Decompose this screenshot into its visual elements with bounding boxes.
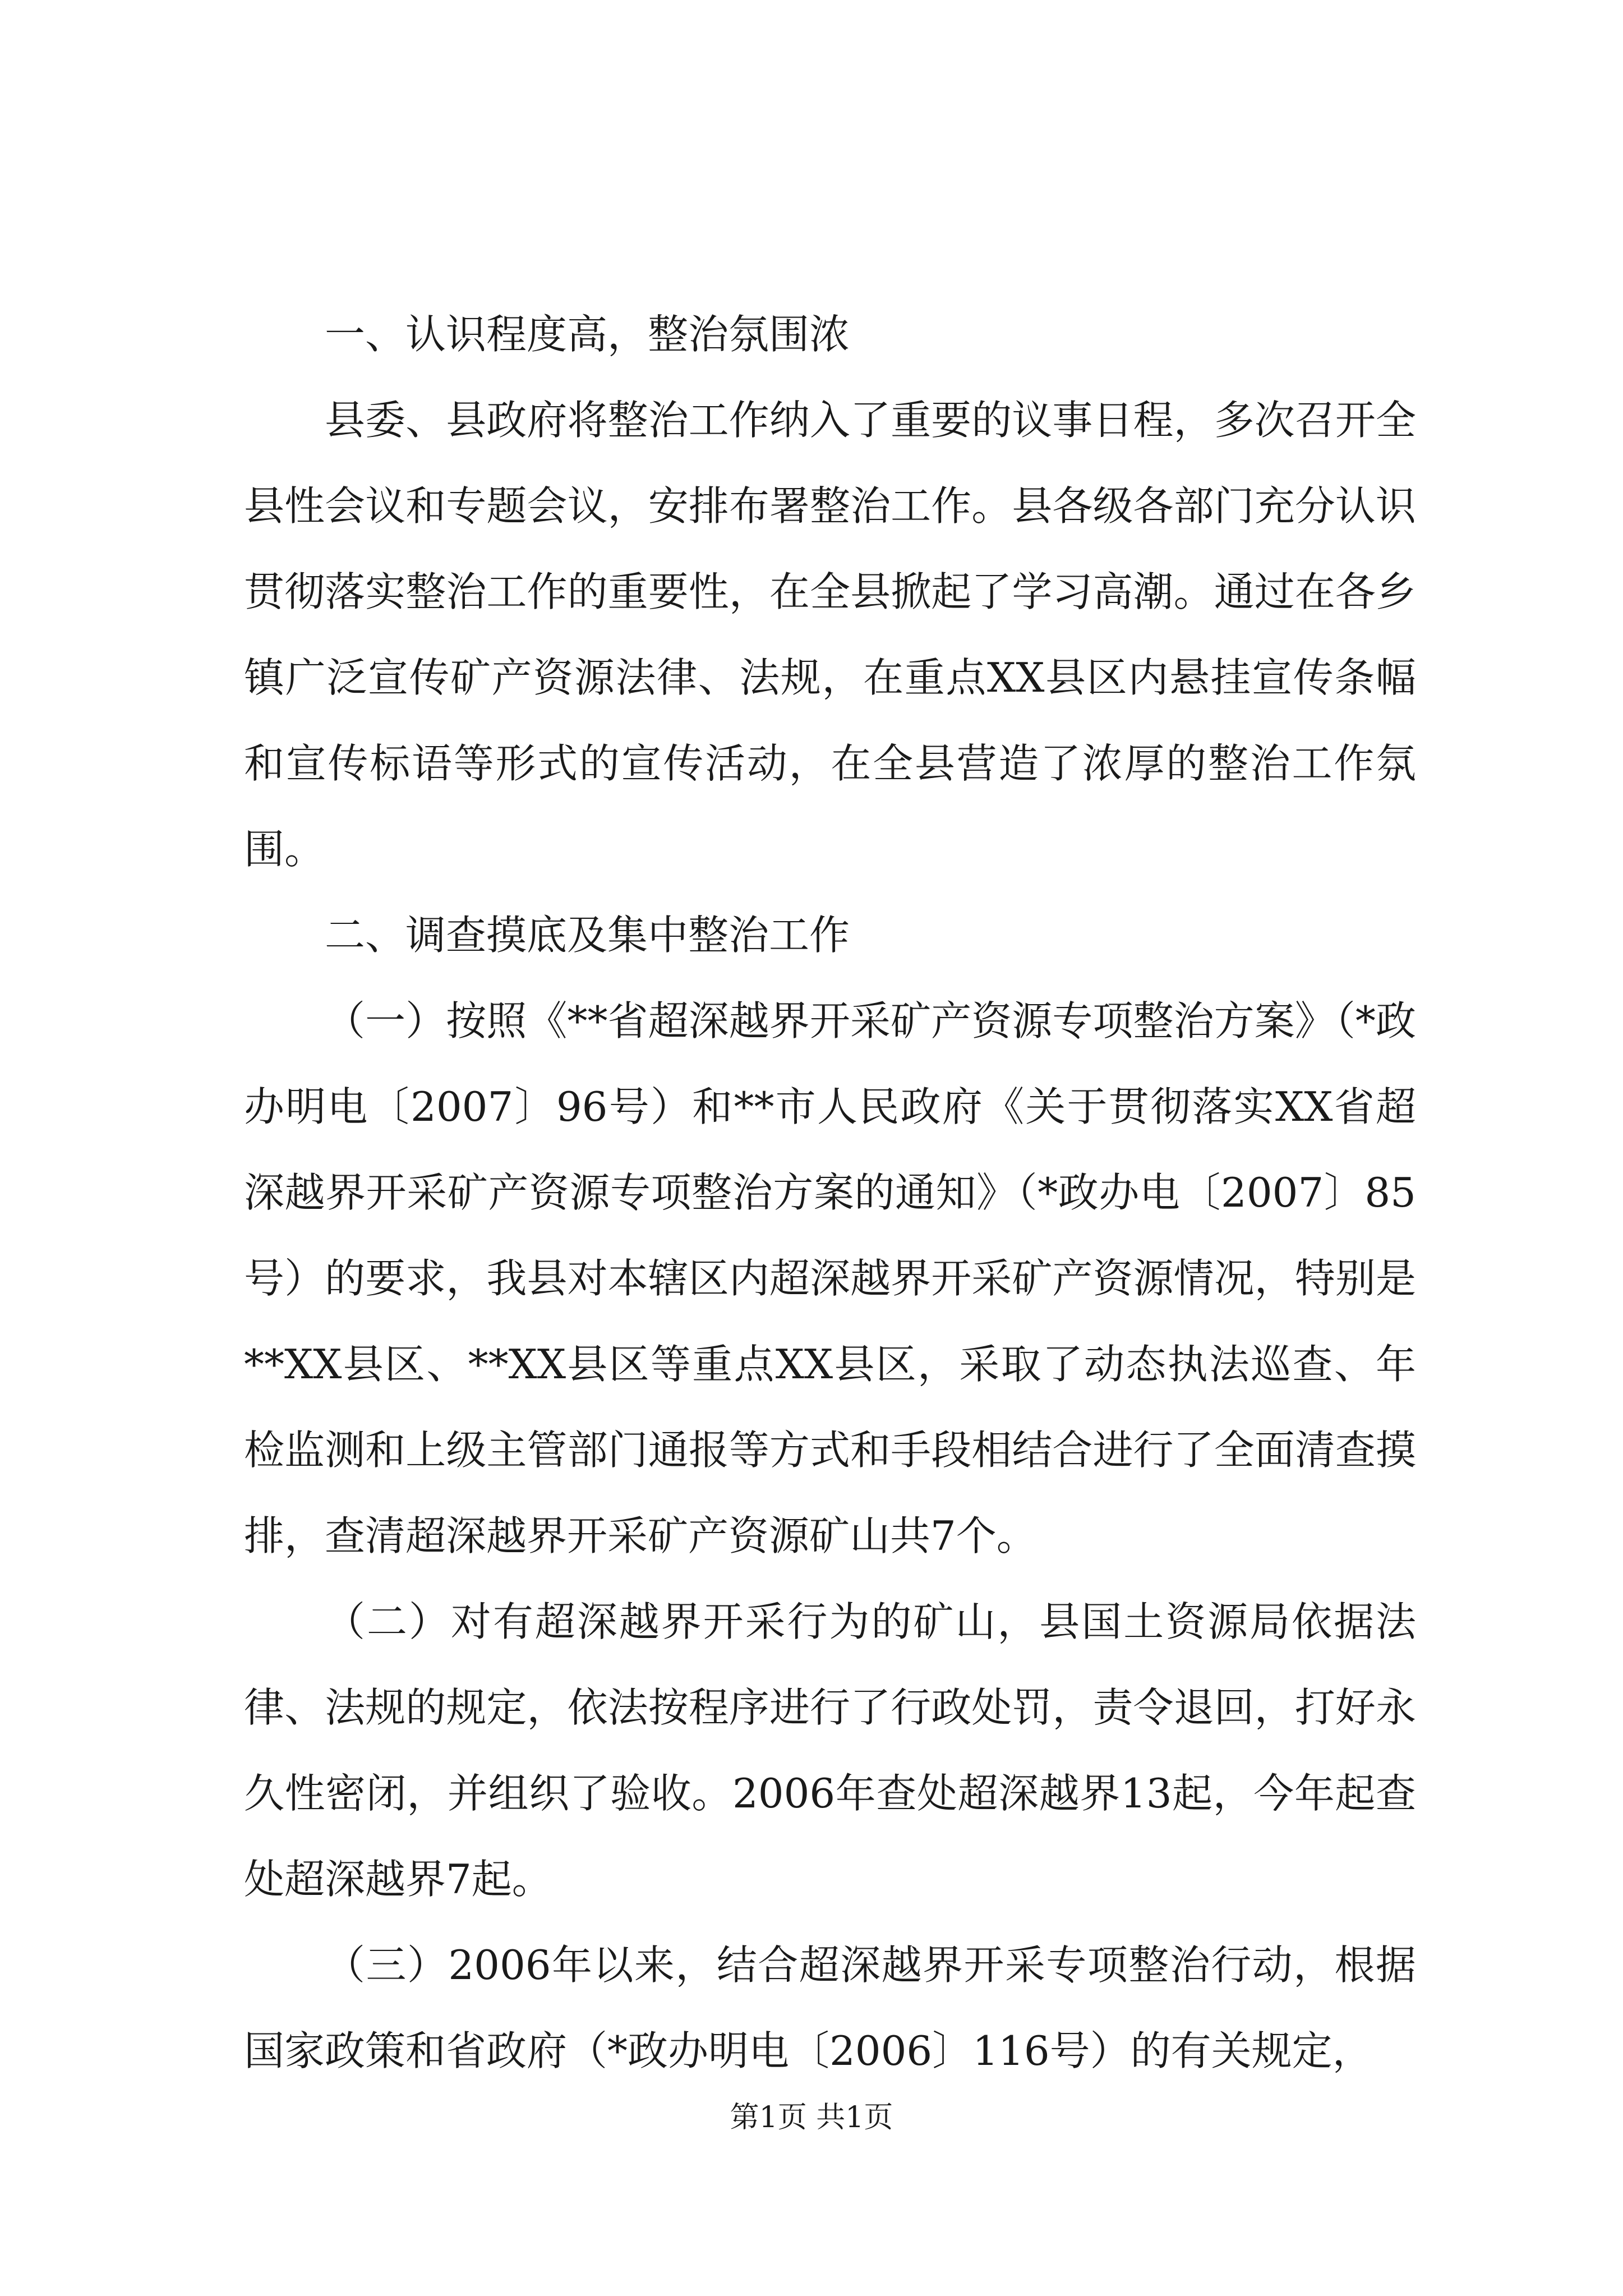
section-heading-1: 一、认识程度高，整治氛围浓 — [325, 311, 850, 358]
body-paragraph-4: （三）2006年以来，结合超深越界开采专项整治行动，根据国家政策和省政府（*政办明电〔2006〕116号）的有关规定， — [244, 1941, 1416, 2074]
document-body — [244, 292, 1416, 2094]
page-footer: 第1页 共1页 — [730, 2101, 893, 2134]
body-paragraph-3: （二）对有超深越界开采行为的矿山，县国土资源局依据法律、法规的规定，依法按程序进行了行政处罚，责令退回，打好永久性密闭，并组织了验收。2006年查处超深越界13起，今年起查处超深越界7起。 — [244, 1598, 1416, 1903]
body-paragraph-1: 县委、县政府将整治工作纳入了重要的议事日程，多次召开全县性会议和专题会议，安排布署整治工作。县各级各部门充分认识贯彻落实整治工作的重要性，在全县掀起了学习高潮。通过在各乡镇广泛宣传矿产资源法律、法规，在重点XX县区内悬挂宣传条幅和宣传标语等形式的宣传活动，在全县营造了浓厚的整治工作氛围。 — [244, 397, 1416, 873]
body-paragraph-2: （一）按照《**省超深越界开采矿产资源专项整治方案》（*政办明电〔2007〕96号）和**市人民政府《关于贯彻落实XX省超深越界开采矿产资源专项整治方案的通知》（*政办电〔2007〕85号）的要求，我县对本辖区内超深越界开采矿产资源情况，特别是**XX县区、**XX县区等重点XX县区，采取了动态执法巡查、年检监测和上级主管部门通报等方式和手段相结合进行了全面清查摸排，查清超深越界开采矿产资源矿山共7个。 — [244, 997, 1416, 1559]
section-heading-2: 二、调查摸底及集中整治工作 — [325, 912, 850, 959]
